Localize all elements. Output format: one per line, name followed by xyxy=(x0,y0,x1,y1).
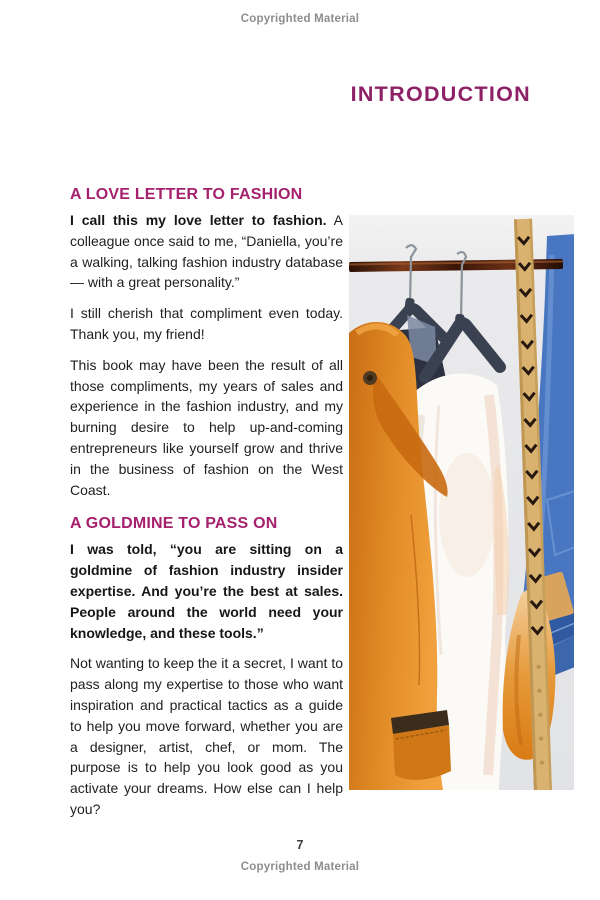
page-number: 7 xyxy=(296,838,304,852)
paragraph-goldmine-2: Not wanting to keep the it a secret, I want to pass along my expertise to those who want inspiration and practical tactics as a guide to help you move forward, whether you are a designer, artist, chef, or mom. The purpose is to help you look good as you activate your dreams. How else can I help you? xyxy=(70,655,343,817)
section-heading-goldmine: A GOLDMINE TO PASS ON xyxy=(70,515,278,533)
body-text-column xyxy=(70,185,343,830)
chapter-title: INTRODUCTION xyxy=(350,82,531,106)
paragraph-goldmine-quote: I was told, “you are sitting on a goldmine of fashion industry insider expertise. And you’re the best at sales. People around the world need your knowledge, and these tools.” xyxy=(70,541,343,641)
paragraph-love-letter-3: This book may have been the result of all those compliments, my years of sales and experience in the fashion industry, and my burning desire to help up-and-coming entrepreneurs like yourself grow and thrive in the business of fashion on the West Coast. xyxy=(70,356,343,498)
paragraph-love-letter-1 xyxy=(70,210,343,293)
paragraph-lead-sentence: I call this my love letter to fashion. xyxy=(70,212,327,228)
paragraph-continuation: A colleague once said to me, “Daniella, you’re a walking, talking fashion industry database— with a great personality.” xyxy=(70,212,343,291)
paragraph-love-letter-2: I still cherish that compliment even today. Thank you, my friend! xyxy=(70,305,343,342)
copyright-notice-top: Copyrighted Material xyxy=(240,13,360,25)
clothing-rack-photo xyxy=(349,215,574,790)
copyright-notice-bottom: Copyrighted Material xyxy=(240,861,360,873)
section-heading-love-letter: A LOVE LETTER TO FASHION xyxy=(70,186,303,203)
